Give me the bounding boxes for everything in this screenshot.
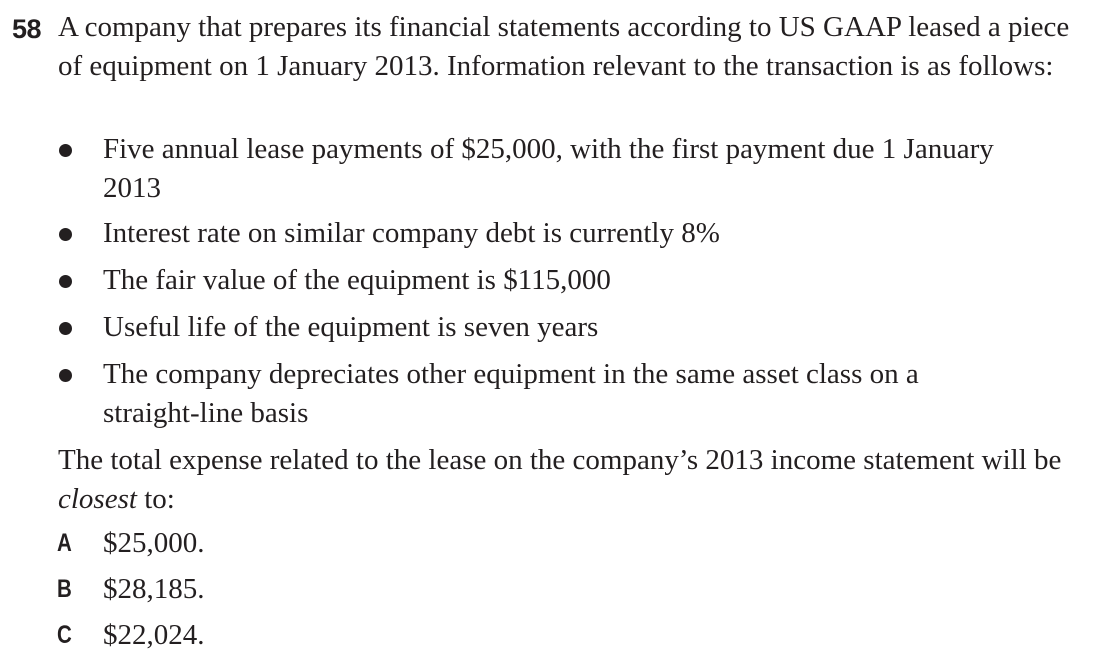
question-prompt: [58, 441, 1088, 518]
fact-text: Useful life of the equipment is seven years: [103, 311, 599, 343]
option-text: $25,000.: [103, 527, 205, 559]
prompt-text-end: to:: [136, 482, 175, 515]
fact-text: The fair value of the equipment is $115,000: [103, 264, 611, 296]
question-stem: A company that prepares its financial statements according to US GAAP leased a piece of equipment on 1 January 2013. Information relevant to the transaction is as follows:: [58, 11, 1070, 82]
option-text: $22,024.: [103, 619, 205, 651]
bullet-icon: [59, 322, 72, 335]
answer-option-c[interactable]: [0, 616, 400, 656]
option-letter: A: [57, 529, 72, 557]
bullet-icon: [59, 144, 72, 157]
bullet-icon: [59, 275, 72, 288]
question-number: 58: [12, 14, 42, 44]
fact-text: Five annual lease payments of $25,000, with the first payment due 1 January 2013: [103, 133, 994, 204]
answer-option-a[interactable]: [0, 524, 400, 564]
prompt-text: The total expense related to the lease on the company’s 2013 income statement will be: [58, 444, 1062, 476]
fact-text: The company depreciates other equipment in the same asset class on a straight-line basis: [103, 358, 919, 429]
prompt-emphasis: closest: [58, 482, 137, 515]
fact-text: Interest rate on similar company debt is currently 8%: [103, 217, 720, 249]
bullet-icon: [59, 228, 72, 241]
option-text: $28,185.: [103, 573, 205, 605]
option-letter: C: [57, 621, 72, 649]
option-letter: B: [57, 575, 72, 603]
answer-option-b[interactable]: [0, 570, 400, 610]
bullet-icon: [59, 369, 72, 382]
